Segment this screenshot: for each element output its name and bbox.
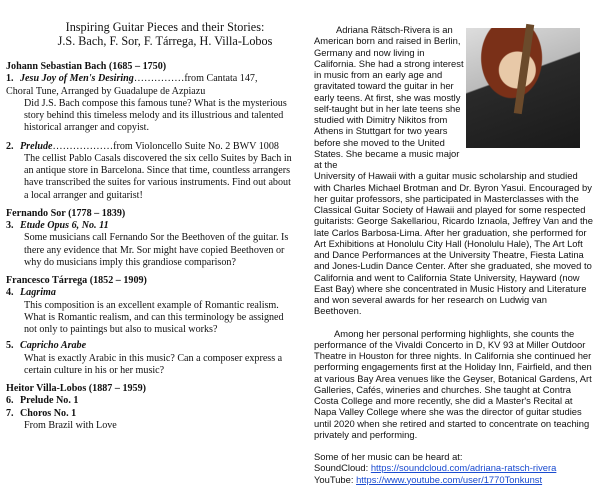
piece-7-description: From Brazil with Love <box>24 419 117 431</box>
piece-4-description: This composition is an excellent example of Romantic realism. What is Romantic realism, and can this terminology be assigned not only to paintings but also to musical works? <box>24 299 284 335</box>
program-list <box>6 61 296 432</box>
piece-7: 7. Choros No. 1 <box>6 407 77 419</box>
youtube-link[interactable]: https://www.youtube.com/user/1770Tonkunst <box>356 473 543 485</box>
piece-1: 1. Jesu Joy of Men's Desiring……………from Cantata 147, <box>6 73 258 85</box>
program-title <box>30 20 300 48</box>
bio-continued: University of Hawaii with a guitar music scholarship and studied with Charles Michael Brotman and Dr. Byron Yasui. Encouraged by her guitar professors, she participated in Masterclasses with the Classical Guitar Society of Hawaii and played for some respected guitarists: George Sakellariou, Ricardo Iznaola, Jeffrey Van and the late Carlos Barbosa-Lima. After her graduation, she performed for Art Exhibitions at Honolulu City Hall (Honolulu Hale), The Art Loft and Dance Performances at the University Theatre, Fiesta Latina and Jones-Ludin Dance Center. After she graduated, she moved to California and went to California State University, Hayward (now East Bay) where she concentrated in Music History and Literature and won several awards for her research on Ludwig van Beethoven. <box>314 170 593 317</box>
piece-2-title: Prelude <box>20 140 53 152</box>
composer-heading-sor: Fernando Sor (1778 – 1839) <box>6 207 126 219</box>
piece-3: 3. Etude Opus 6, No. 11 <box>6 220 109 231</box>
piece-2: 2. Prelude………………from Violoncello Suite No. 2 BWV 1008 <box>6 140 279 152</box>
piece-5-description: What is exactly Arabic in this music? Can a composer express a certain culture in his or her music? <box>24 352 283 376</box>
piece-1-title: Jesu Joy of Men's Desiring <box>20 73 134 85</box>
piece-3-title: Etude Opus 6, No. 11 <box>20 220 109 231</box>
bio-intro: Adriana Rätsch-Rivera is an American born and raised in Berlin, Germany and now living in California. She had a strong interest in music from an early age and gravitated toward the guitar in her early teens. At first, she was mostly self-taught but in her late teens she studied with Dimitry Nikitos from Athens in Stuttgart for two years before she moved to the United States. She became a music major at the <box>314 24 464 170</box>
title-line-2: J.S. Bach, F. Sor, F. Tárrega, H. Villa-Lobos <box>57 34 273 48</box>
piece-6: 6. Prelude No. 1 <box>6 395 79 407</box>
youtube-line: YouTube: https://www.youtube.com/user/1770Tonkunst <box>314 473 543 485</box>
composer-heading-tarrega: Francesco Tárrega (1852 – 1909) <box>6 275 147 286</box>
piece-5-title: Capricho Arabe <box>20 340 87 352</box>
biography-text <box>314 24 596 485</box>
biography-column <box>310 0 600 485</box>
title-line-1: Inspiring Guitar Pieces and their Stories: <box>65 20 265 34</box>
links-intro: Some of her music can be heard at: <box>314 451 463 462</box>
bio-performing-highlights: Among her personal performing highlights, she counts the performance of the Vivaldi Concerto in D, KV 93 at Miller Outdoor Theatre in Houston for three nights. In California she continued her performing engagements first at the Holiday Inn, Fairfield, and then at various Bay Area venues like the Geyser, Botanical Gardens, Art Galleries, Cafés, wineries and churches. She taught at Contra Costa College and more recently, she did a Master's Recital at Napa Valley College where she was the director of guitar studies until 2020 when she retired and started to concentrate on teaching privately and performing. <box>314 327 592 440</box>
piece-2-description: The cellist Pablo Casals discovered the six cello Suites by Bach in an antique store in Barcelona. Since that time, countless arrangers have transcribed the suites for various instruments. Find out about a local arranger and guitarist! <box>24 152 292 201</box>
piece-4-title: Lagrima <box>20 287 56 299</box>
soundcloud-line: SoundCloud: https://soundcloud.com/adriana-ratsch-rivera <box>314 462 557 474</box>
piece-6-title: Prelude No. 1 <box>20 395 79 407</box>
piece-4: 4. Lagrima <box>6 287 56 299</box>
soundcloud-link[interactable]: https://soundcloud.com/adriana-ratsch-rivera <box>370 462 557 474</box>
piece-1-arranger: Choral Tune, Arranged by Guadalupe de Azpiazu <box>6 85 206 97</box>
program-column <box>0 0 296 461</box>
piece-1-description: Did J.S. Bach compose this famous tune? What is the mysterious story behind this timeless melody and its illustrious and talented historical arranger and copyist. <box>24 97 287 134</box>
composer-heading-bach: Johann Sebastian Bach (1685 – 1750) <box>6 61 167 72</box>
composer-heading-villa-lobos: Heitor Villa-Lobos (1887 – 1959) <box>6 383 147 394</box>
piece-7-title: Choros No. 1 <box>20 407 77 419</box>
piece-3-description: Some musicians call Fernando Sor the Beethoven of the guitar. Is there any evidence that Mr. Sor might have copied Beethoven or why do musicians imply this grandiose comparison? <box>24 232 289 268</box>
piece-5: 5. Capricho Arabe <box>6 340 87 352</box>
